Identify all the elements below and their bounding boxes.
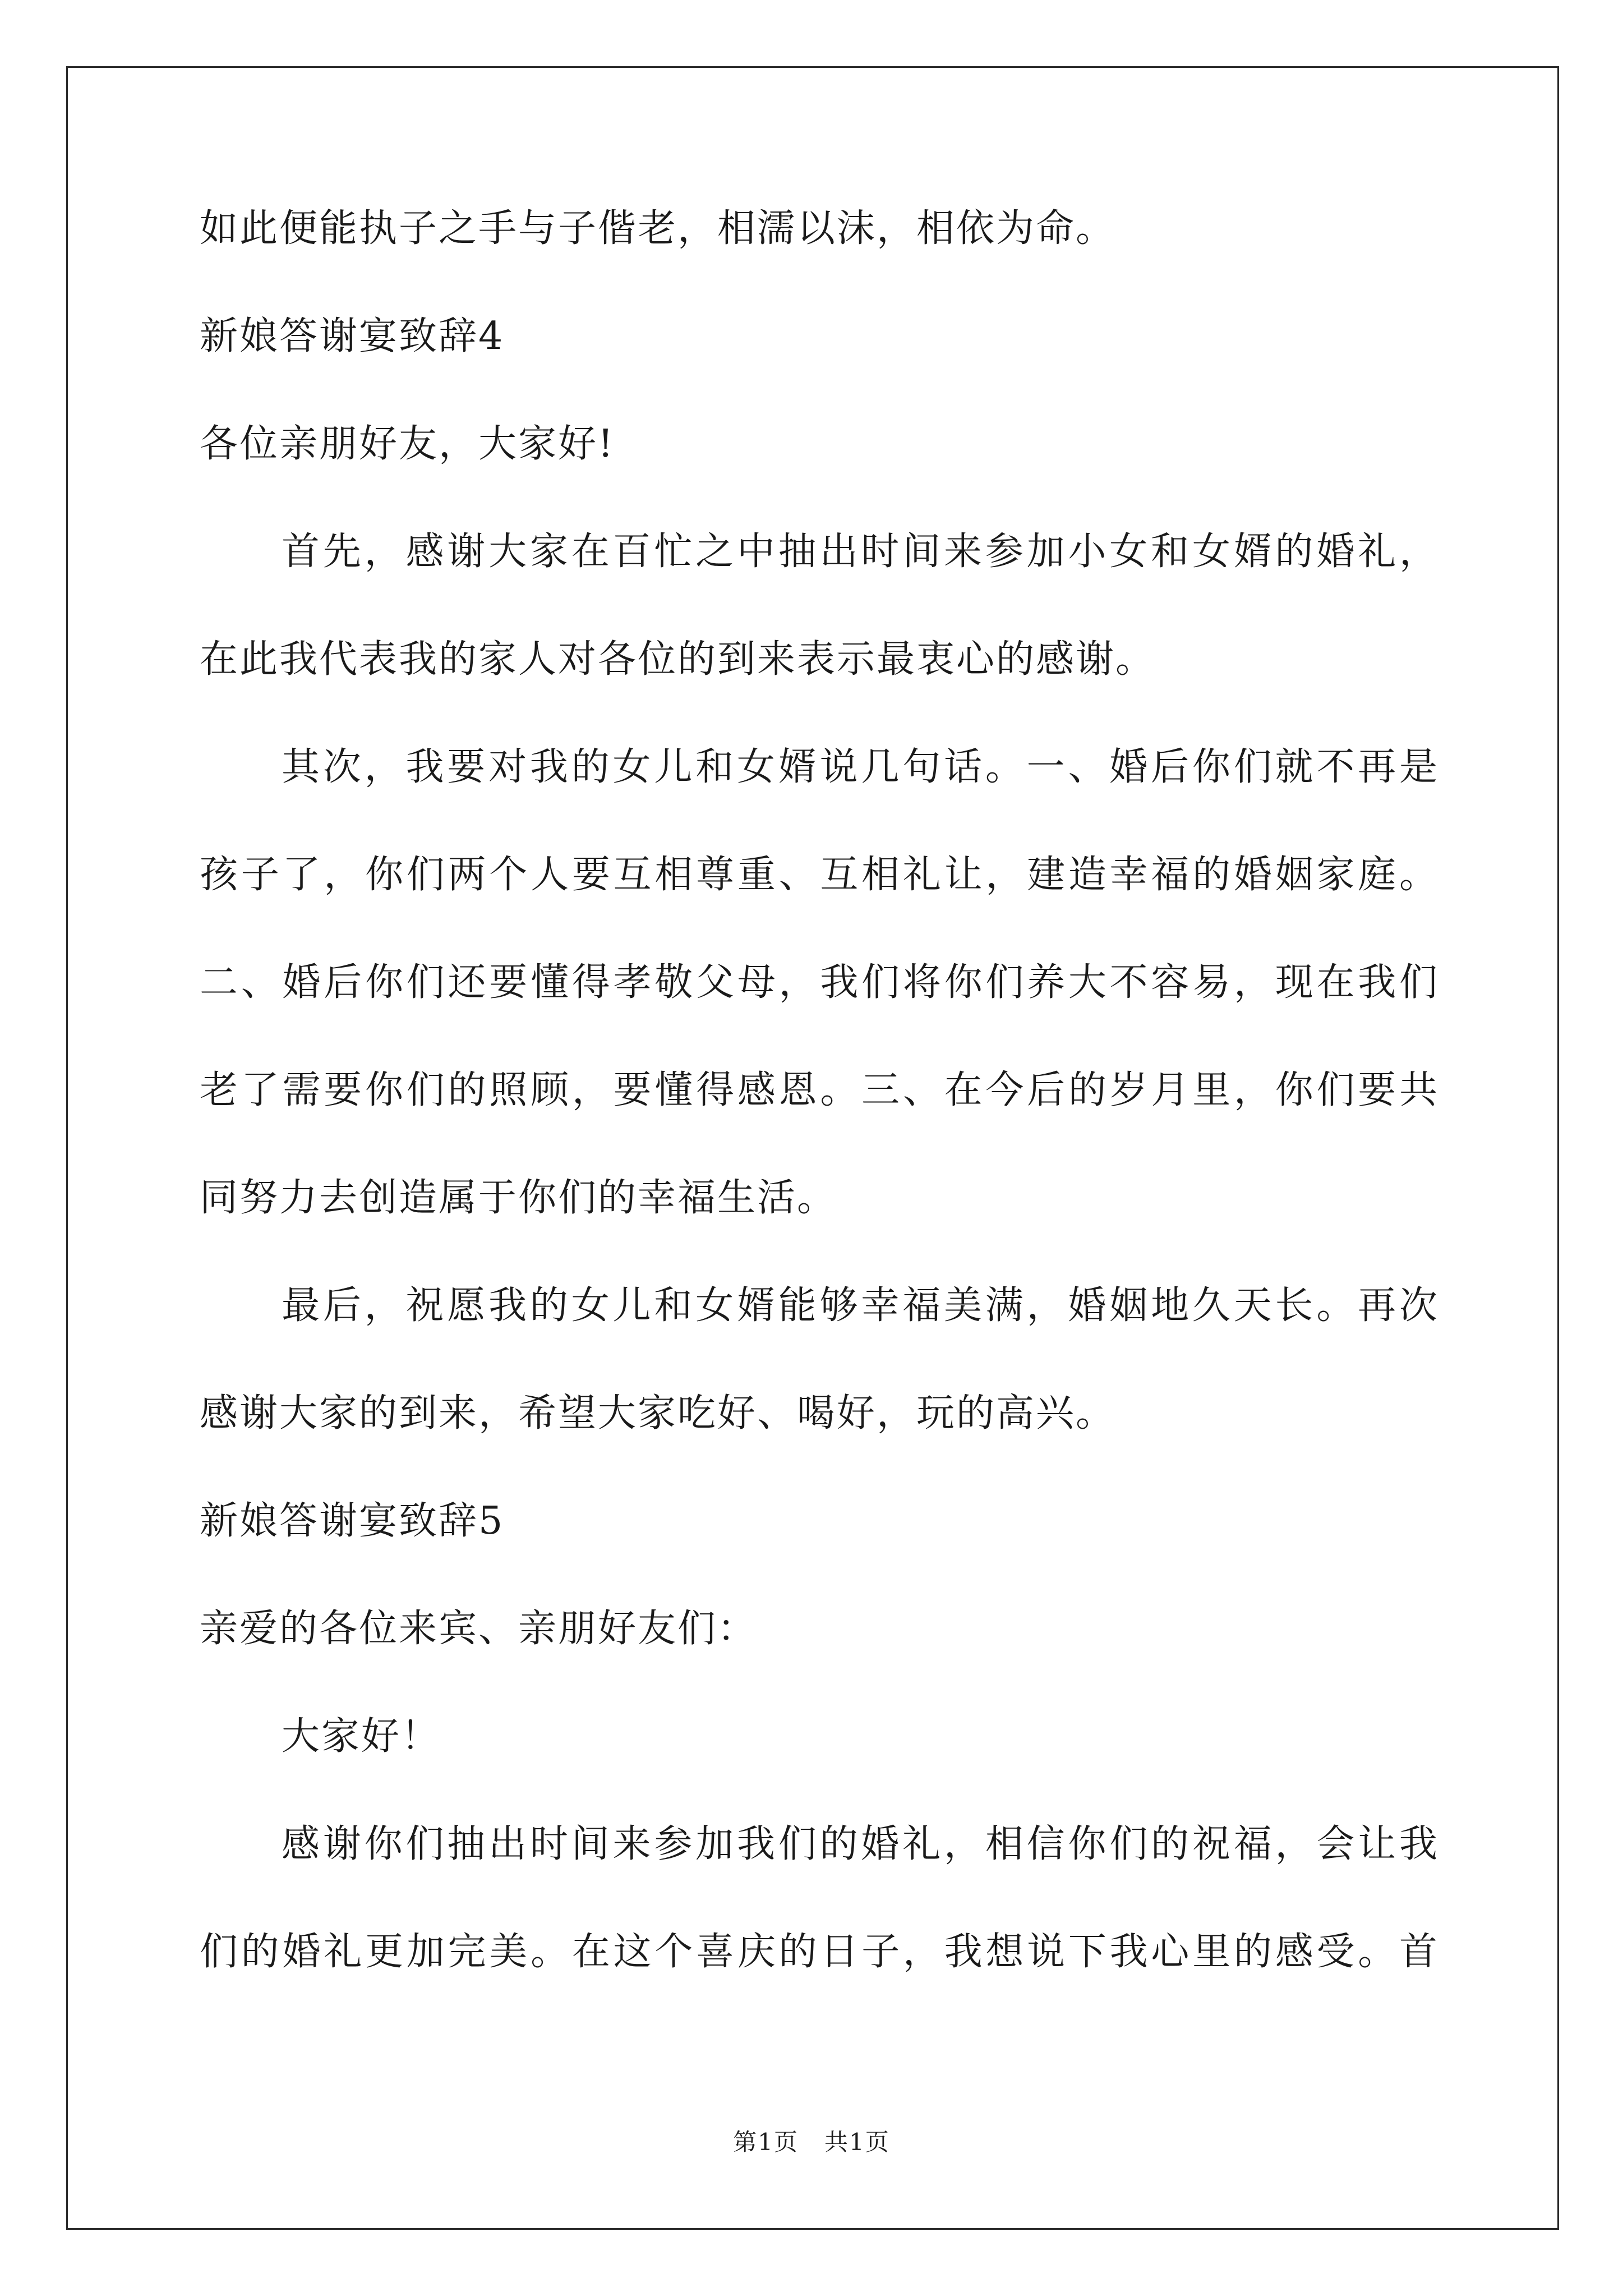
paragraph-line: 老了需要你们的照顾，要懂得感恩。三、在今后的岁月里，你们要共 <box>200 1068 1439 1112</box>
paragraph-line: 感谢你们抽出时间来参加我们的婚礼，相信你们的祝福，会让我 <box>282 1822 1439 1866</box>
page-footer <box>0 2128 1623 2156</box>
greeting-line: 各位亲朋好友，大家好! <box>200 422 615 466</box>
page-number: 第1页 <box>733 2128 799 2156</box>
document-body <box>200 208 1439 2039</box>
paragraph-line: 首先，感谢大家在百忙之中抽出时间来参加小女和女婿的婚礼， <box>282 530 1439 574</box>
greeting-line: 亲爱的各位来宾、亲朋好友们： <box>200 1607 758 1651</box>
paragraph-line: 感谢大家的到来，希望大家吃好、喝好，玩的高兴。 <box>200 1391 1116 1435</box>
paragraph-line: 最后，祝愿我的女儿和女婿能够幸福美满，婚姻地久天长。再次 <box>282 1283 1439 1328</box>
paragraph-line: 其次，我要对我的女儿和女婿说几句话。一、婚后你们就不再是 <box>282 745 1439 789</box>
greeting-line: 大家好！ <box>282 1714 441 1759</box>
section-heading: 新娘答谢宴致辞5 <box>200 1499 505 1543</box>
paragraph-line: 二、婚后你们还要懂得孝敬父母，我们将你们养大不容易，现在我们 <box>200 960 1439 1005</box>
paragraph-line: 孩子了，你们两个人要互相尊重、互相礼让，建造幸福的婚姻家庭。 <box>200 853 1439 897</box>
paragraph-line: 如此便能执子之手与子偕老，相濡以沫，相依为命。 <box>200 206 1116 251</box>
paragraph-line: 们的婚礼更加完美。在这个喜庆的日子，我想说下我心里的感受。首 <box>200 1930 1439 1974</box>
paragraph-line: 在此我代表我的家人对各位的到来表示最衷心的感谢。 <box>200 637 1156 682</box>
paragraph-line: 同努力去创造属于你们的幸福生活。 <box>200 1176 837 1220</box>
section-heading: 新娘答谢宴致辞4 <box>200 314 505 358</box>
page-total: 共1页 <box>824 2128 890 2156</box>
